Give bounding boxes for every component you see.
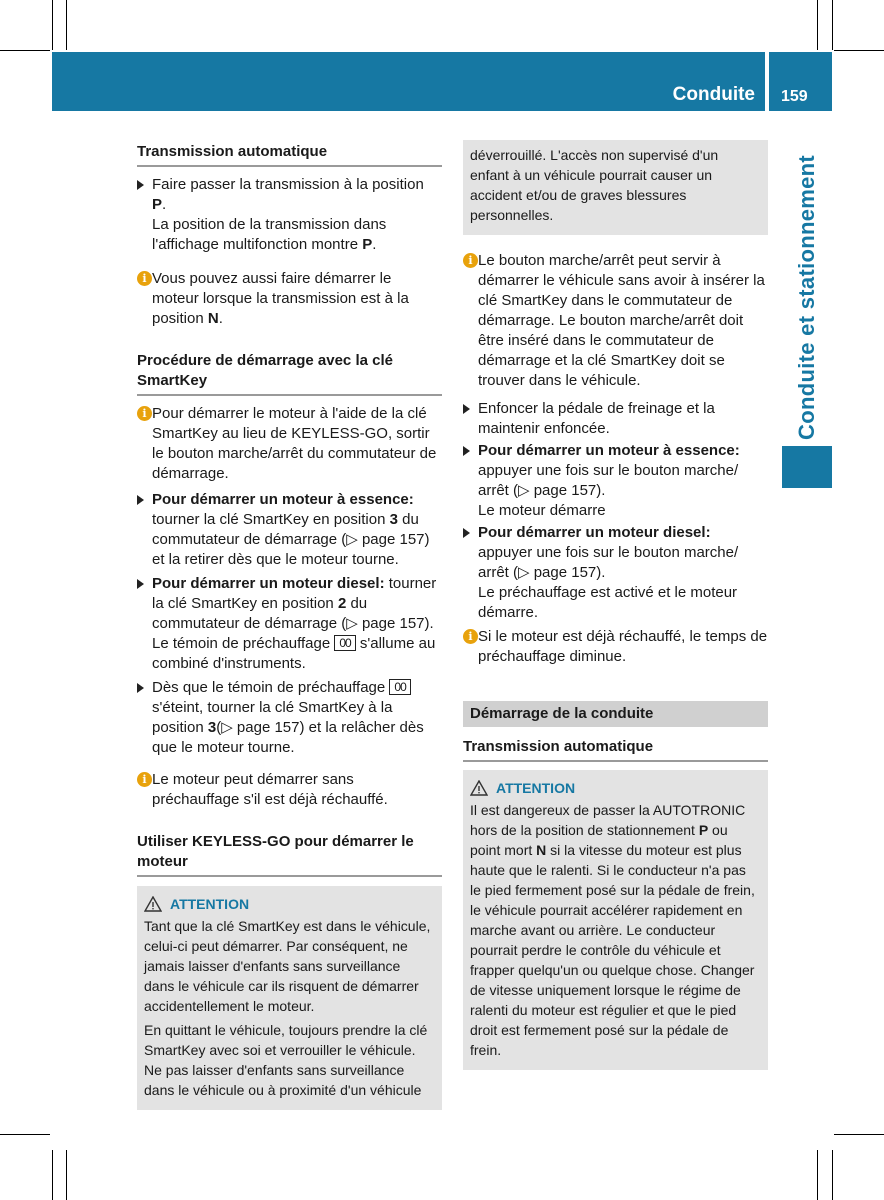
warning-triangle-icon (144, 896, 162, 912)
warning-text: En quittant le véhicule, toujours prendre la clé SmartKey avec soi et verrouiller le véhicule. Ne pas laisser d'enfants sans surveillance dans le véhicule ou à proximité d'un véhicule (144, 1022, 428, 1098)
warning-box (137, 886, 442, 1110)
page-number: 159 (781, 88, 808, 105)
instruction-step: Pour démarrer un moteur diesel: tourner la clé SmartKey en position 2 du commutateur de démarrage (▷ page 157). Le témoin de préchauffage 00 s'allume au combiné d'instruments. (137, 574, 442, 674)
instruction-step: Faire passer la transmission à la position P. La position de la transmission dans l'affichage multifonction montre P. (137, 175, 442, 255)
section-heading: Transmission automatique (137, 140, 442, 167)
arrow-right-icon (137, 683, 144, 693)
crop-mark (834, 1134, 884, 1135)
header-bar (52, 52, 765, 111)
side-tab-label: Conduite et stationnement (794, 155, 819, 440)
arrow-right-icon (137, 495, 144, 505)
crop-mark (0, 50, 50, 51)
crop-mark (817, 1150, 818, 1200)
warning-triangle-icon (470, 780, 488, 796)
crop-mark (834, 50, 884, 51)
info-note: i Le bouton marche/arrêt peut servir à démarrer le véhicule sans avoir à insérer la clé SmartKey dans le commutateur de démarrage. Le bouton marche/arrêt doit être inséré dans le commutateur de démarrage et la clé SmartKey doit se trouver dans le véhicule. (463, 251, 768, 391)
crop-mark (817, 0, 818, 50)
page-title: Conduite (672, 84, 755, 105)
warning-title: ATTENTION (496, 780, 576, 796)
instruction-step: Pour démarrer un moteur diesel: appuyer une fois sur le bouton marche/ arrêt (▷ page 157). Le préchauffage est activé et le moteur démarre. (463, 523, 768, 623)
info-icon: i (137, 406, 152, 421)
warning-text: Il est dangereux de passer la AUTOTRONIC hors de la position de stationnement P ou point mort N si la vitesse du moteur est plus haute que le ralenti. Si le conducteur n'a pas le pied fermement posé sur la pédale de frein, le véhicule pourrait accélérer rapidement en marche avant ou arrière. Le conducteur pourrait perdre le contrôle du véhicule et frapper quelqu'un ou quelque chose. Changer de vitesse uniquement lorsque le régime de ralenti du moteur est régulier et que le pied droit est fermement posé sur la pédale de frein. (470, 802, 755, 1058)
arrow-right-icon (137, 579, 144, 589)
warning-title: ATTENTION (170, 896, 250, 912)
instruction-step: Enfoncer la pédale de freinage et la maintenir enfoncée. (463, 399, 768, 439)
arrow-right-icon (463, 404, 470, 414)
crop-mark (66, 0, 67, 50)
crop-mark (52, 0, 53, 50)
section-heading: Procédure de démarrage avec la clé SmartKey (137, 349, 442, 396)
info-icon: i (137, 271, 152, 286)
arrow-right-icon (137, 180, 144, 190)
warning-text: déverrouillé. L'accès non supervisé d'un enfant à un véhicule pourrait causer un accident et/ou de graves blessures personnelles. (470, 147, 719, 223)
preheat-glow-icon: 00 (334, 635, 355, 651)
right-column (463, 140, 768, 1070)
crop-mark (832, 1150, 833, 1200)
instruction-step: Pour démarrer un moteur à essence: appuyer une fois sur le bouton marche/ arrêt (▷ page 157). Le moteur démarre (463, 441, 768, 521)
arrow-right-icon (463, 528, 470, 538)
side-tab-marker (782, 446, 832, 488)
section-heading: Transmission automatique (463, 735, 768, 762)
warning-text: Tant que la clé SmartKey est dans le véhicule, celui-ci peut démarrer. Par conséquent, ne jamais laisser d'enfants sans surveillance dans le véhicule car ils risquent de démarrer accidentellement le moteur. (144, 918, 431, 1014)
crop-mark (52, 1150, 53, 1200)
info-icon: i (463, 629, 478, 644)
arrow-right-icon (463, 446, 470, 456)
info-icon: i (137, 772, 152, 787)
crop-mark (832, 0, 833, 50)
info-note: i Si le moteur est déjà réchauffé, le temps de préchauffage diminue. (463, 627, 768, 667)
crop-mark (66, 1150, 67, 1200)
warning-box (463, 770, 768, 1070)
section-band: Démarrage de la conduite (463, 701, 768, 727)
info-note: i Vous pouvez aussi faire démarrer le moteur lorsque la transmission est à la position N. (137, 269, 442, 329)
instruction-step: Pour démarrer un moteur à essence: tourner la clé SmartKey en position 3 du commutateur de démarrage (▷ page 157) et la retirer dès que le moteur tourne. (137, 490, 442, 570)
info-icon: i (463, 253, 478, 268)
page-number-box (769, 52, 832, 111)
left-column (137, 140, 442, 1110)
side-tab (782, 140, 832, 440)
preheat-glow-icon: 00 (389, 679, 410, 695)
section-heading: Utiliser KEYLESS-GO pour démarrer le moteur (137, 830, 442, 877)
info-note: i Pour démarrer le moteur à l'aide de la clé SmartKey au lieu de KEYLESS-GO, sortir le bouton marche/arrêt du commutateur de démarrage. (137, 404, 442, 484)
crop-mark (0, 1134, 50, 1135)
warning-box-continued (463, 140, 768, 235)
info-note: i Le moteur peut démarrer sans préchauffage s'il est déjà réchauffé. (137, 770, 442, 810)
instruction-step: Dès que le témoin de préchauffage 00 s'éteint, tourner la clé SmartKey à la position 3(▷ page 157) et la relâcher dès que le moteur tourne. (137, 678, 442, 758)
